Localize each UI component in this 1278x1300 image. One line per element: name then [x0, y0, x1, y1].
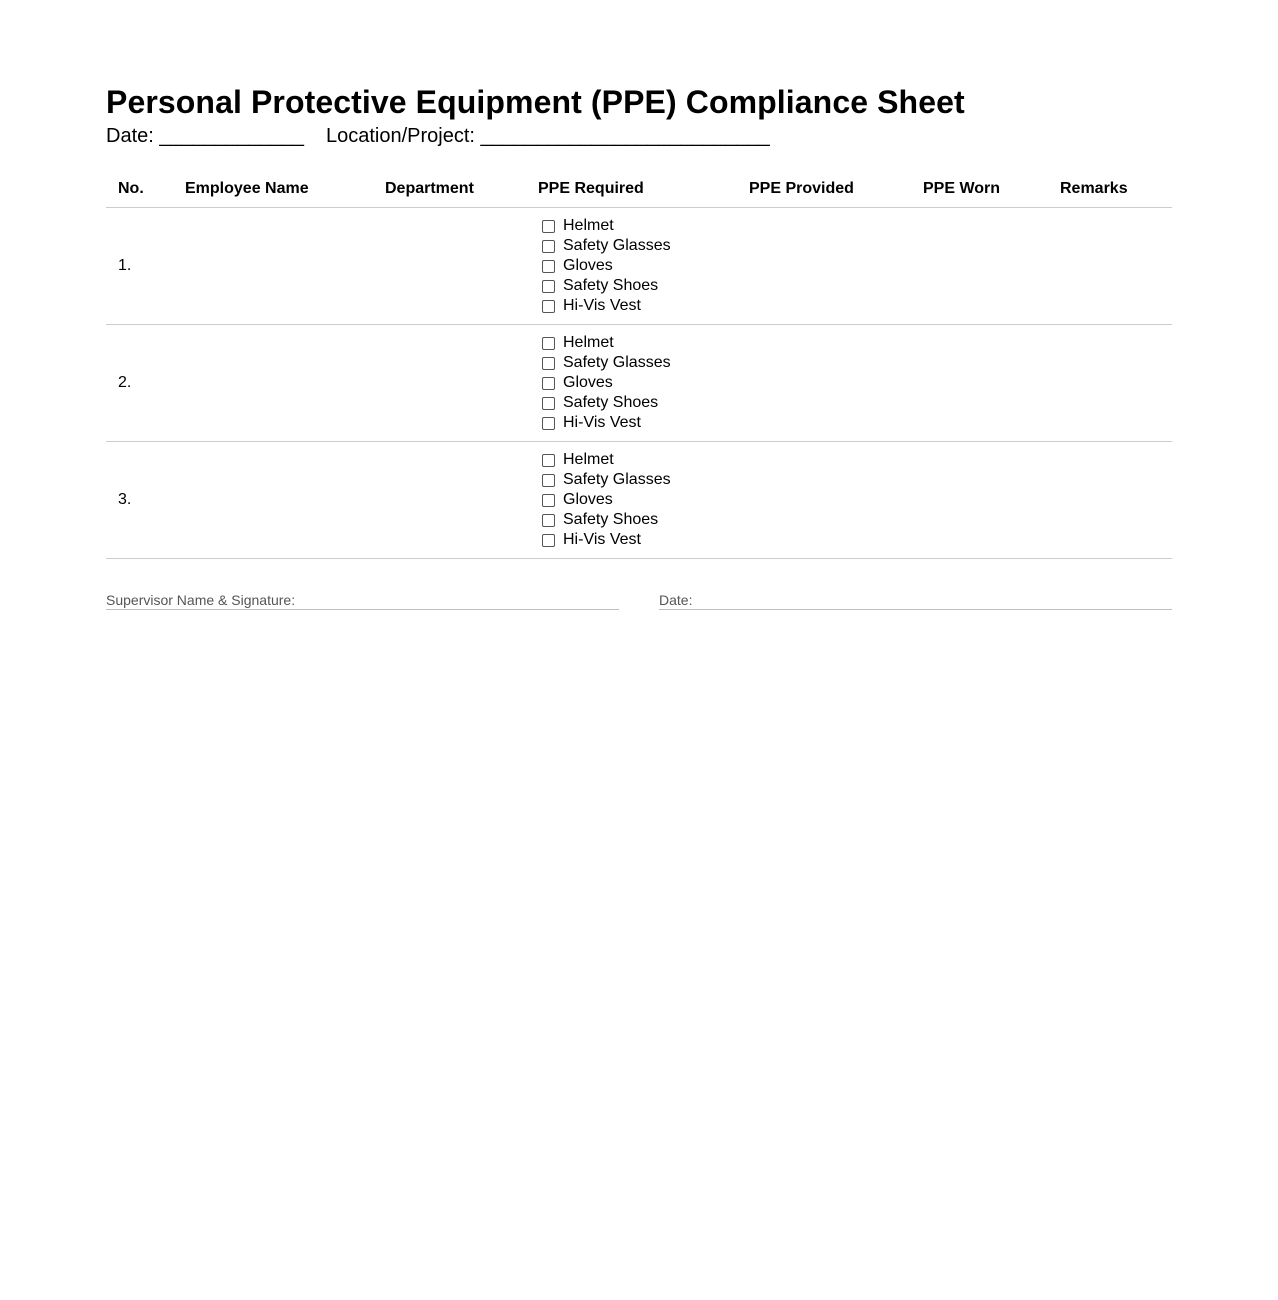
- ppe-option-label: Gloves: [563, 491, 613, 508]
- checkbox[interactable]: [542, 474, 555, 487]
- ppe-option-helmet[interactable]: [538, 216, 725, 236]
- ppe-option-safety-glasses[interactable]: [538, 353, 725, 373]
- remarks-cell[interactable]: [1048, 208, 1172, 325]
- ppe-option-label: Safety Glasses: [563, 354, 671, 371]
- checkbox[interactable]: [542, 280, 555, 293]
- col-header-ppe-required: PPE Required: [526, 170, 737, 208]
- ppe-required-cell: [526, 325, 737, 442]
- ppe-provided-cell[interactable]: [737, 442, 911, 559]
- checkbox[interactable]: [542, 454, 555, 467]
- row-number: 3.: [106, 442, 173, 559]
- ppe-option-label: Safety Glasses: [563, 471, 671, 488]
- row-number: 2.: [106, 325, 173, 442]
- ppe-option-safety-shoes[interactable]: [538, 276, 725, 296]
- department-cell[interactable]: [373, 208, 526, 325]
- ppe-option-label: Helmet: [563, 334, 614, 351]
- ppe-option-safety-glasses[interactable]: [538, 236, 725, 256]
- employee-name-cell[interactable]: [173, 442, 373, 559]
- checkbox[interactable]: [542, 494, 555, 507]
- department-cell[interactable]: [373, 442, 526, 559]
- ppe-option-label: Safety Shoes: [563, 277, 659, 294]
- ppe-option-label: Hi-Vis Vest: [563, 414, 641, 431]
- ppe-option-label: Safety Shoes: [563, 511, 659, 528]
- ppe-required-cell: [526, 442, 737, 559]
- table-row: [106, 442, 1172, 559]
- col-header-department: Department: [373, 170, 526, 208]
- employee-name-cell[interactable]: [173, 325, 373, 442]
- checkbox[interactable]: [542, 300, 555, 313]
- ppe-worn-cell[interactable]: [911, 325, 1048, 442]
- ppe-option-hi-vis-vest[interactable]: [538, 413, 725, 433]
- ppe-option-label: Safety Glasses: [563, 237, 671, 254]
- ppe-option-label: Helmet: [563, 217, 614, 234]
- ppe-worn-cell[interactable]: [911, 208, 1048, 325]
- ppe-table: [106, 170, 1172, 559]
- row-number: 1.: [106, 208, 173, 325]
- ppe-option-label: Gloves: [563, 374, 613, 391]
- ppe-option-safety-shoes[interactable]: [538, 393, 725, 413]
- ppe-option-label: Gloves: [563, 257, 613, 274]
- ppe-option-hi-vis-vest[interactable]: [538, 296, 725, 316]
- ppe-required-cell: [526, 208, 737, 325]
- ppe-option-gloves[interactable]: [538, 373, 725, 393]
- checkbox[interactable]: [542, 514, 555, 527]
- location-label: Location/Project:: [325, 125, 475, 147]
- ppe-provided-cell[interactable]: [737, 208, 911, 325]
- remarks-cell[interactable]: [1048, 325, 1172, 442]
- table-header-row: [106, 170, 1172, 208]
- supervisor-signature-field[interactable]: [106, 591, 619, 610]
- table-row: [106, 208, 1172, 325]
- checkbox[interactable]: [542, 240, 555, 253]
- checkbox[interactable]: [542, 357, 555, 370]
- checkbox[interactable]: [542, 220, 555, 233]
- ppe-worn-cell[interactable]: [911, 442, 1048, 559]
- remarks-cell[interactable]: [1048, 442, 1172, 559]
- ppe-option-label: Hi-Vis Vest: [563, 297, 641, 314]
- signature-date-field[interactable]: [659, 591, 1172, 610]
- ppe-option-safety-shoes[interactable]: [538, 510, 725, 530]
- department-cell[interactable]: [373, 325, 526, 442]
- ppe-option-gloves[interactable]: [538, 256, 725, 276]
- ppe-option-helmet[interactable]: [538, 450, 725, 470]
- checkbox[interactable]: [542, 377, 555, 390]
- col-header-no: No.: [106, 170, 173, 208]
- date-label: Date:: [106, 125, 154, 147]
- ppe-option-hi-vis-vest[interactable]: [538, 530, 725, 550]
- signature-date-label: Date:: [659, 592, 693, 608]
- checkbox[interactable]: [542, 337, 555, 350]
- employee-name-cell[interactable]: [173, 208, 373, 325]
- page-title: Personal Protective Equipment (PPE) Compliance Sheet: [106, 84, 965, 120]
- ppe-option-safety-glasses[interactable]: [538, 470, 725, 490]
- ppe-option-label: Hi-Vis Vest: [563, 531, 641, 548]
- header-meta: [106, 123, 1172, 149]
- location-blank[interactable]: __________________________: [480, 125, 770, 147]
- date-blank[interactable]: _____________: [159, 125, 304, 147]
- ppe-provided-cell[interactable]: [737, 325, 911, 442]
- ppe-option-label: Safety Shoes: [563, 394, 659, 411]
- table-row: [106, 325, 1172, 442]
- col-header-ppe-worn: PPE Worn: [911, 170, 1048, 208]
- col-header-employee-name: Employee Name: [173, 170, 373, 208]
- ppe-option-helmet[interactable]: [538, 333, 725, 353]
- col-header-remarks: Remarks: [1048, 170, 1172, 208]
- signature-section: [106, 591, 1172, 610]
- col-header-ppe-provided: PPE Provided: [737, 170, 911, 208]
- checkbox[interactable]: [542, 260, 555, 273]
- ppe-option-label: Helmet: [563, 451, 614, 468]
- checkbox[interactable]: [542, 417, 555, 430]
- compliance-sheet: [106, 82, 1172, 610]
- checkbox[interactable]: [542, 534, 555, 547]
- checkbox[interactable]: [542, 397, 555, 410]
- supervisor-signature-label: Supervisor Name & Signature:: [106, 592, 296, 608]
- ppe-option-gloves[interactable]: [538, 490, 725, 510]
